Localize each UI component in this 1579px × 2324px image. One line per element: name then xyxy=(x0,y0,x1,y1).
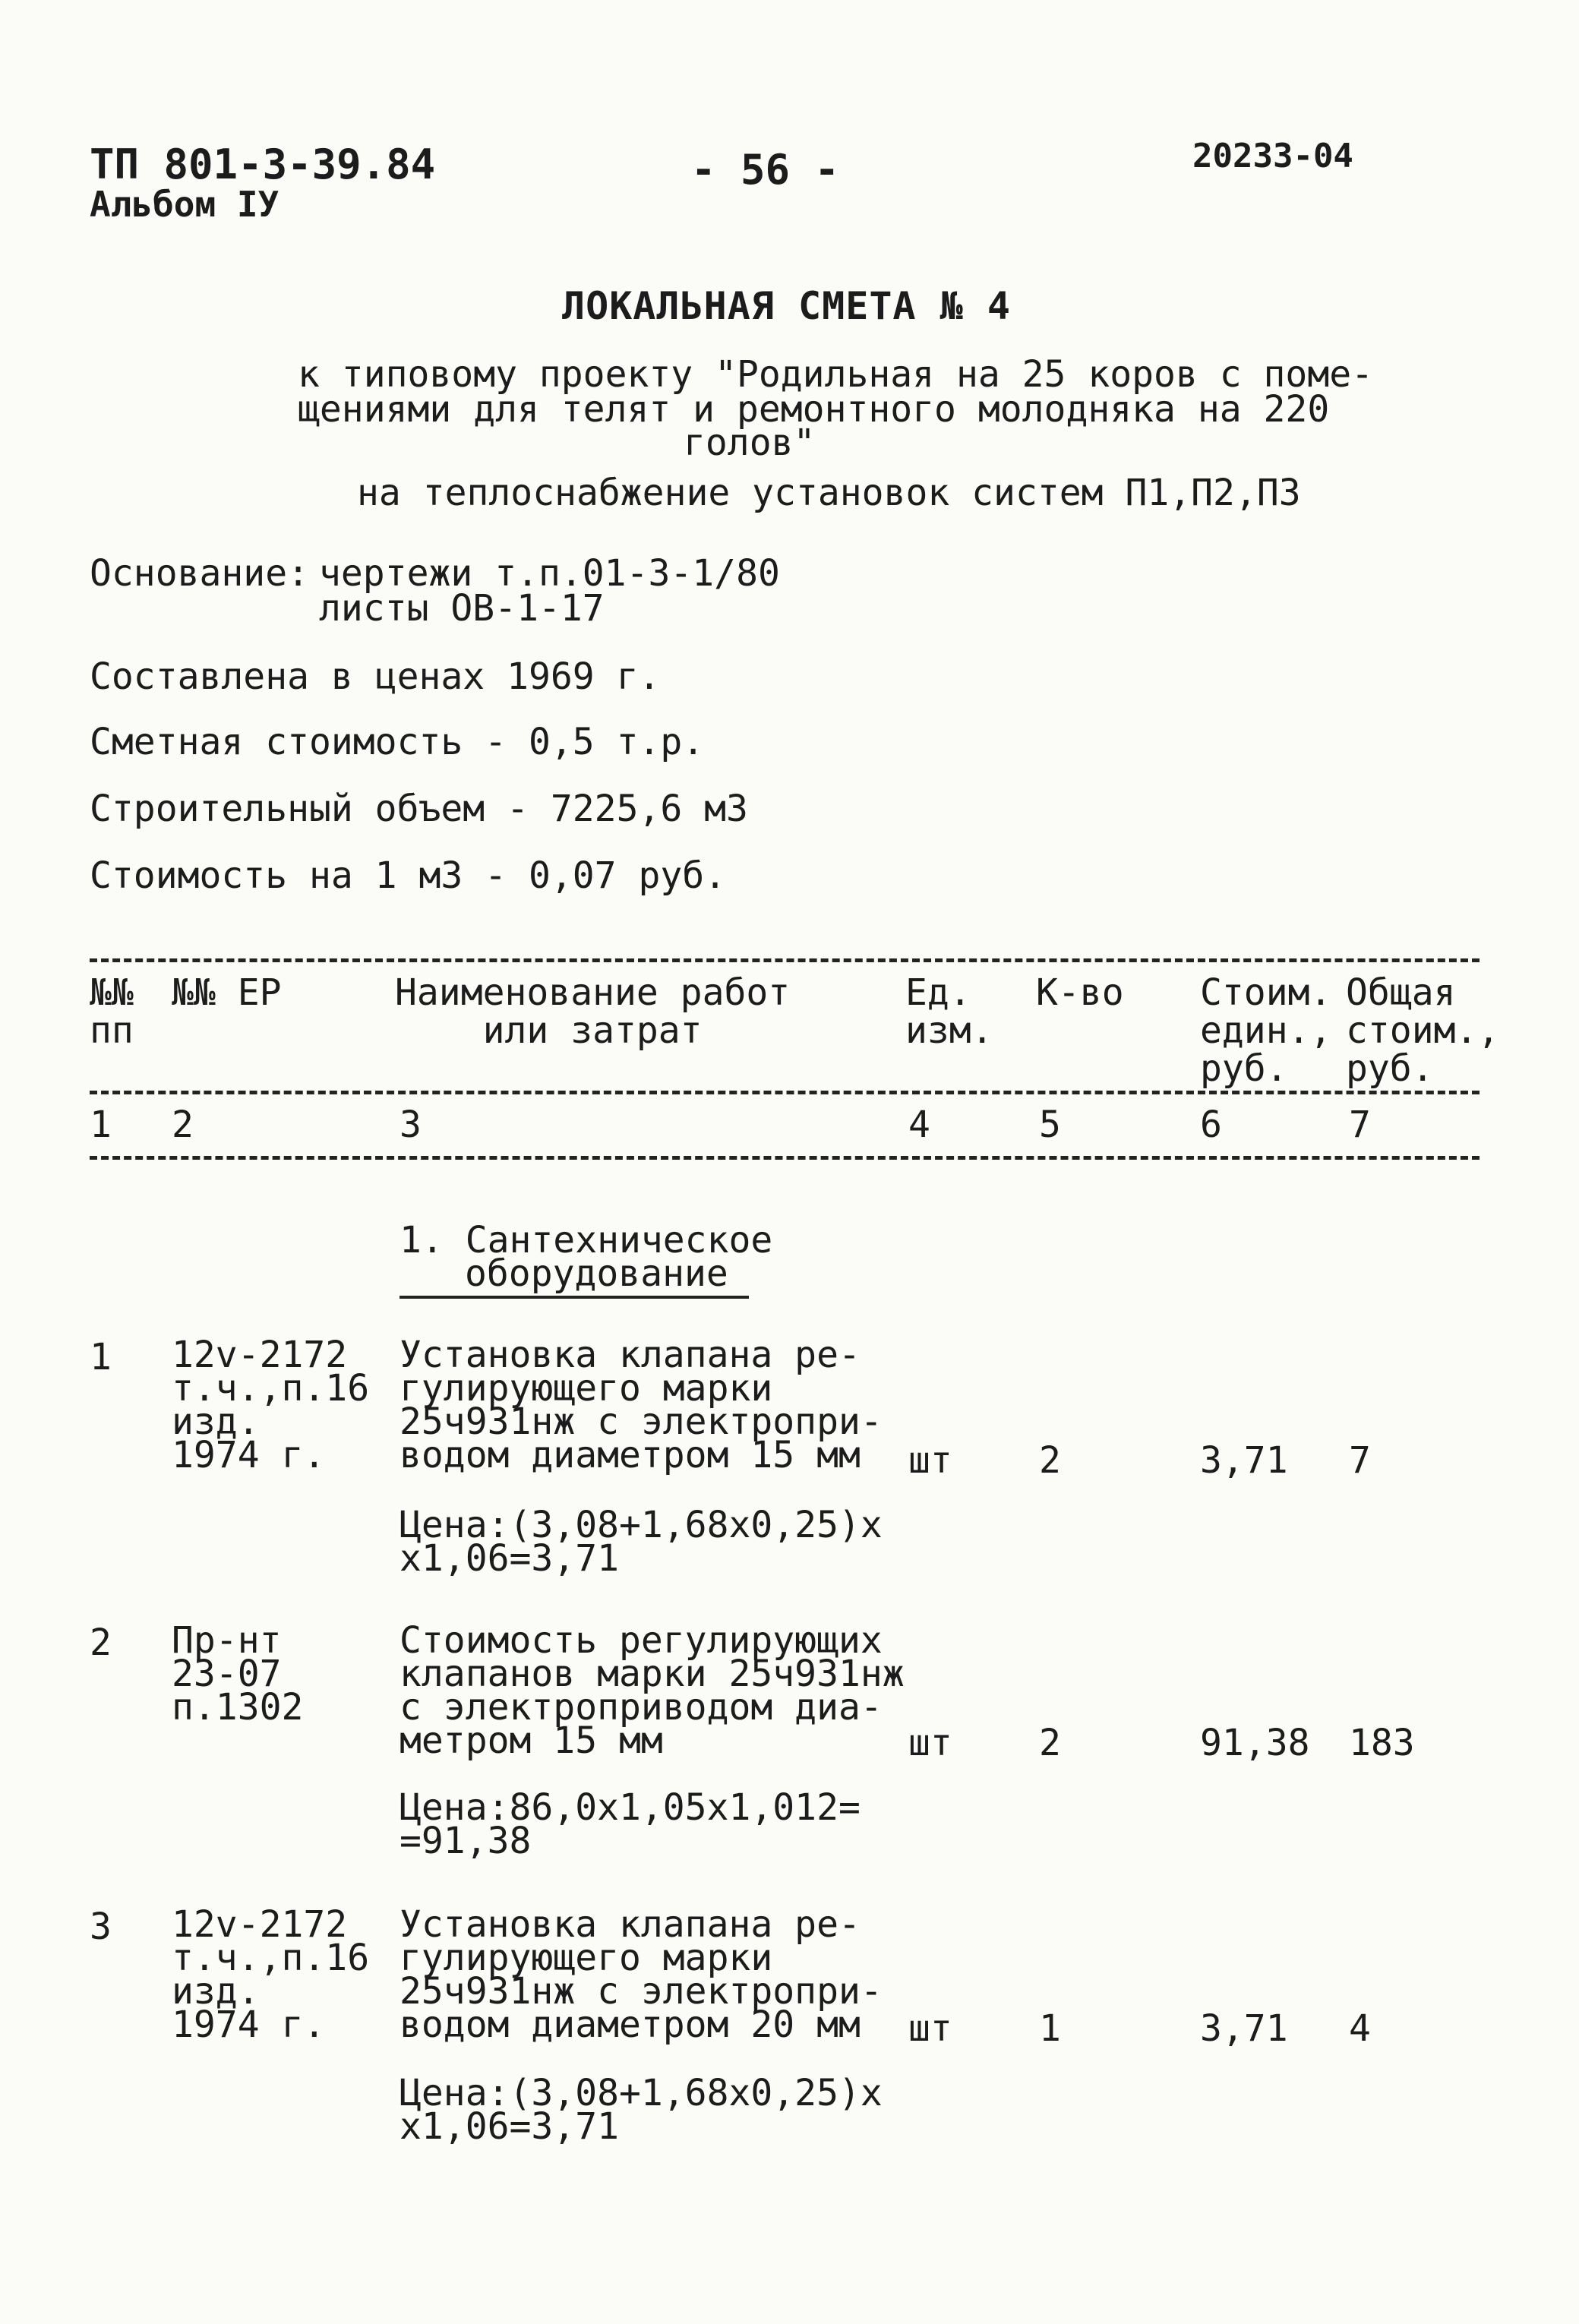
archive-number: 20233-04 xyxy=(1192,137,1353,175)
subtitle-line-1: к типовому проекту "Родильная на 25 коров с поме- xyxy=(298,353,1374,396)
row-2-number: 2 xyxy=(90,1621,112,1664)
basis-line-2: листы ОВ-1-17 xyxy=(319,587,605,630)
basis-line-1: чертежи т.п.01-3-1/80 xyxy=(319,552,780,595)
row-2-unit: шт xyxy=(908,1722,952,1764)
subtitle-line-3: голов" xyxy=(684,422,816,464)
column-header-unit-price: Стоим. един., руб. xyxy=(1200,971,1332,1090)
row-1-unit: шт xyxy=(908,1439,952,1482)
row-1-total: 7 xyxy=(1349,1439,1371,1482)
row-1-number: 1 xyxy=(90,1336,112,1378)
basis-label: Основание: xyxy=(90,552,309,595)
column-header-code: №№ ЕР xyxy=(172,971,282,1014)
document-code: ТП 801-3-39.84 xyxy=(90,141,436,188)
row-3-unit-price: 3,71 xyxy=(1200,2007,1288,2050)
header-mid-rule xyxy=(90,1091,1480,1094)
row-3-total: 4 xyxy=(1349,2007,1371,2050)
column-number-3: 3 xyxy=(399,1104,422,1146)
row-3-quantity: 1 xyxy=(1039,2007,1061,2050)
row-3-code: 12v-2172 т.ч.,п.16 изд. 1974 г. xyxy=(172,1903,370,2046)
column-header-name: Наименование работ или затрат xyxy=(395,971,791,1052)
row-2-code: Пр-нт 23-07 п.1302 xyxy=(172,1619,304,1729)
subtitle-systems: на теплоснабжение установок систем П1,П2,П3 xyxy=(357,472,1301,514)
row-3-price-formula: Цена:(3,08+1,68x0,25)x x1,06=3,71 xyxy=(399,2072,883,2148)
column-number-5: 5 xyxy=(1039,1104,1061,1146)
subtitle-line-2: щениями для телят и ремонтного молодняка на 220 xyxy=(298,388,1330,431)
row-3-unit: шт xyxy=(908,2007,952,2050)
column-number-6: 6 xyxy=(1200,1104,1222,1146)
column-number-2: 2 xyxy=(172,1104,194,1146)
row-2-unit-price: 91,38 xyxy=(1200,1722,1310,1764)
row-2-quantity: 2 xyxy=(1039,1722,1061,1764)
section-title-line-1: 1. Сантехническое xyxy=(399,1219,773,1261)
column-number-7: 7 xyxy=(1349,1104,1371,1146)
page-number: - 56 - xyxy=(691,146,840,194)
table-top-rule xyxy=(90,958,1480,962)
row-1-quantity: 2 xyxy=(1039,1439,1061,1482)
column-header-num: №№ пп xyxy=(90,971,134,1052)
column-number-4: 4 xyxy=(908,1104,930,1146)
row-2-price-formula: Цена:86,0x1,05x1,012= =91,38 xyxy=(399,1786,861,1862)
section-title-underlined: оборудование xyxy=(399,1255,749,1299)
section-title-line-2 xyxy=(399,1252,749,1299)
row-3-description: Установка клапана ре- гулирующего марки 25ч931нж с электропри- водом диаметром 20 мм xyxy=(399,1903,883,2046)
cost-per-m3: Стоимость на 1 м3 - 0,07 руб. xyxy=(90,854,727,897)
column-number-1: 1 xyxy=(90,1104,112,1146)
row-1-unit-price: 3,71 xyxy=(1200,1439,1288,1482)
header-bottom-rule xyxy=(90,1156,1480,1160)
row-2-description: Стоимость регулирующих клапанов марки 25ч931нж с электроприводом диа- метром 15 мм xyxy=(399,1619,905,1762)
column-header-qty: К-во xyxy=(1036,971,1124,1014)
album-label: Альбом IУ xyxy=(90,184,279,225)
column-header-unit: Ед. изм. xyxy=(905,971,993,1052)
row-2-total: 183 xyxy=(1349,1722,1415,1764)
building-volume: Строительный объем - 7225,6 м3 xyxy=(90,788,748,830)
row-1-code: 12v-2172 т.ч.,п.16 изд. 1974 г. xyxy=(172,1334,370,1476)
row-3-number: 3 xyxy=(90,1906,112,1948)
document-title: ЛОКАЛЬНАЯ СМЕТА № 4 xyxy=(562,284,1011,328)
row-1-price-formula: Цена:(3,08+1,68x0,25)x x1,06=3,71 xyxy=(399,1504,883,1580)
row-1-description: Установка клапана ре- гулирующего марки 25ч931нж с электропри- водом диаметром 15 мм xyxy=(399,1334,883,1476)
column-header-total: Общая стоим., руб. xyxy=(1346,971,1500,1090)
estimated-cost: Сметная стоимость - 0,5 т.р. xyxy=(90,721,705,763)
prices-year: Составлена в ценах 1969 г. xyxy=(90,655,661,698)
